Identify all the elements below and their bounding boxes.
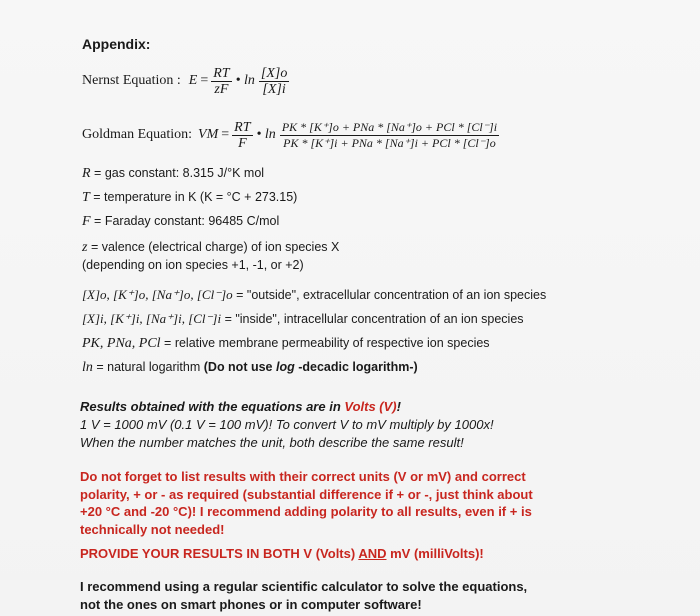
goldman-denominator: PK * [K⁺]i + PNa * [Na⁺]i + PCl * [Cl⁻]o (283, 135, 496, 150)
def-ln-text: = natural logarithm (96, 360, 201, 374)
def-r-text: = gas constant: 8.315 J/°K mol (94, 166, 265, 180)
goldman-equals: = (221, 127, 230, 142)
def-ln-note-a: (Do not use (203, 360, 276, 374)
def-temperature (82, 190, 297, 206)
goldman-perm-fraction (280, 120, 499, 151)
nernst-conc-out: [X]o (260, 65, 288, 81)
def-z-text: = valence (electrical charge) of ion species X (90, 240, 340, 254)
goldman-f: F (238, 135, 247, 151)
goldman-numerator: PK * [K⁺]o + PNa * [Na⁺]o + PCl * [Cl⁻]i (281, 119, 498, 134)
nernst-rt: RT (213, 65, 230, 81)
nernst-zf: zF (214, 81, 229, 97)
results-volts: Volts (V) (344, 399, 397, 414)
nernst-rt-zf-fraction (211, 66, 231, 97)
nernst-equals: = (200, 73, 209, 88)
def-inside-text: = "inside", intracellular concentration of an ion species (224, 312, 524, 326)
results-line-2: 1 V = 1000 mV (0.1 V = 100 mV)! To convert V to mV multiply by 1000x! (80, 417, 494, 432)
def-outside-symbol: [X]o, [K⁺]o, [Na⁺]o, [Cl⁻]o (82, 287, 233, 302)
provide-results-note (80, 546, 484, 561)
def-ln-note-log: log (275, 360, 295, 374)
results-note (80, 398, 494, 452)
def-t-text: = temperature in K (K = °C + 273.15) (93, 190, 298, 204)
def-outside-text: = "outside", extracellular concentration of an ion species (236, 288, 547, 302)
def-outside-conc (82, 287, 546, 303)
results-line-1 (80, 398, 494, 416)
goldman-ln: • ln (256, 127, 276, 142)
def-perm-symbol: PK, PNa, PCl (82, 336, 161, 351)
nernst-conc-fraction (259, 66, 289, 97)
def-valence-note: (depending on ion species +1, -1, or +2) (82, 258, 304, 272)
goldman-lhs: VM (198, 127, 219, 142)
goldman-equation (82, 118, 499, 152)
goldman-rt: RT (234, 119, 251, 135)
provide-b: mV (milliVolts)! (386, 546, 484, 561)
def-z-symbol: z (82, 240, 88, 255)
def-inside-symbol: [X]i, [K⁺]i, [Na⁺]i, [Cl⁻]i (82, 311, 222, 326)
def-t-symbol: T (82, 190, 90, 205)
goldman-label: Goldman Equation: (82, 127, 193, 142)
nernst-lhs: E (188, 73, 198, 88)
provide-a: PROVIDE YOUR RESULTS IN BOTH V (Volts) (80, 546, 359, 561)
def-f-symbol: F (82, 214, 91, 229)
units-polarity-warning: Do not forget to list results with their correct units (V or mV) and correct polarity, + or - as required (substantial difference if + or -, just think about +20 °C and -20 °C)! I recommend adding polarity to all results, even if + is technically not needed! (80, 469, 533, 537)
goldman-rt-f-fraction (232, 120, 252, 151)
results-line-1-b: ! (396, 399, 401, 414)
nernst-conc-in: [X]i (262, 81, 286, 97)
def-natural-log (82, 360, 418, 376)
def-ln-symbol: ln (82, 360, 93, 375)
nernst-equation (82, 64, 289, 98)
nernst-ln: • ln (235, 73, 255, 88)
def-faraday (82, 214, 279, 230)
nernst-label: Nernst Equation : (82, 73, 181, 88)
def-permeability (82, 336, 490, 352)
results-line-3: When the number matches the unit, both describe the same result! (80, 435, 464, 450)
provide-and: AND (358, 546, 387, 561)
results-line-1-a: Results obtained with the equations are in (80, 399, 345, 414)
appendix-heading: Appendix: (82, 36, 151, 52)
def-gas-constant (82, 166, 264, 182)
def-r-symbol: R (82, 166, 91, 181)
def-valence (82, 240, 339, 256)
def-f-text: = Faraday constant: 96485 C/mol (94, 214, 280, 228)
def-inside-conc (82, 311, 524, 327)
def-perm-text: = relative membrane permeability of respective ion species (164, 336, 490, 350)
calculator-recommendation: I recommend using a regular scientific calculator to solve the equations, not the ones on smart phones or in computer software! (80, 579, 528, 612)
def-ln-note-b: -decadic logarithm-) (294, 360, 418, 374)
